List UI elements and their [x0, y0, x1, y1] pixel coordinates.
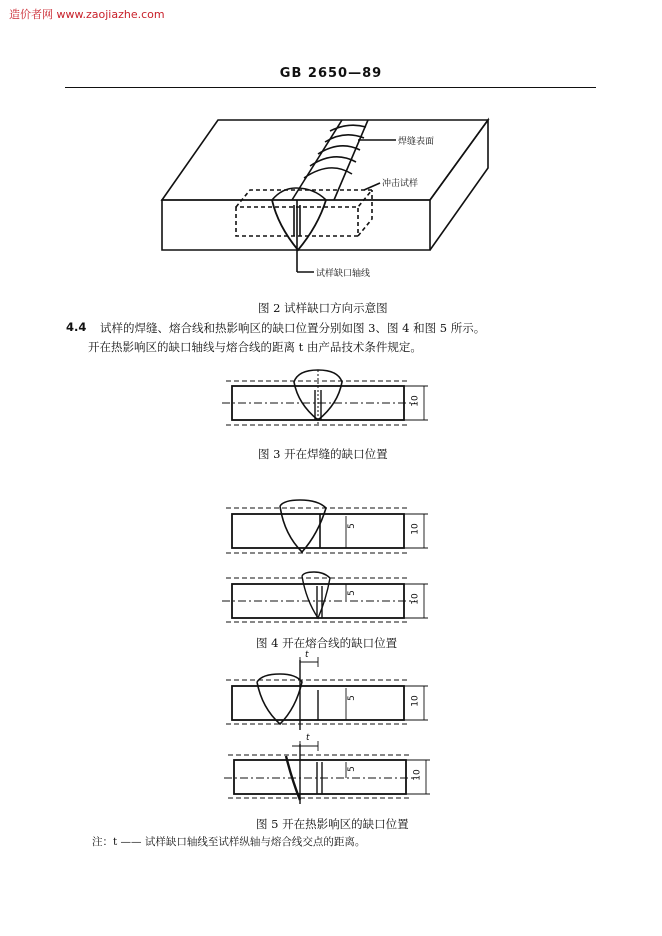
- figure-5b-dim-5: 5: [346, 766, 357, 772]
- figure-5a-dim-t: t: [305, 650, 309, 660]
- figure-4-caption: 图 4 开在熔合线的缺口位置: [256, 636, 398, 650]
- figure-4a-dim-10: 10: [410, 523, 421, 535]
- figure-4b-dim-5: 5: [346, 590, 357, 596]
- label-notch-axis: 试样缺口轴线: [316, 269, 371, 279]
- label-impact-specimen: 冲击试样: [382, 179, 419, 189]
- figure-5a-dim-10: 10: [410, 695, 421, 707]
- figure-5-caption: 图 5 开在热影响区的缺口位置: [256, 817, 409, 831]
- section-4-4-line-2: 开在热影响区的缺口轴线与熔合线的距离 t 由产品技术条件规定。: [88, 340, 422, 354]
- watermark: 造价者网 www.zaojiazhe.com: [9, 8, 165, 21]
- figure-3-dim-10: 10: [410, 395, 421, 407]
- section-number: 4.4: [66, 320, 87, 334]
- figure-5b-dim-10: 10: [412, 769, 423, 781]
- figure-4a-dim-5: 5: [346, 523, 357, 529]
- label-weld-surface: 焊缝表面: [398, 137, 435, 147]
- section-4-4-line-1: 试样的焊缝、熔合线和热影响区的缺口位置分别如图 3、图 4 和图 5 所示。: [100, 321, 486, 335]
- figure-3-caption: 图 3 开在焊缝的缺口位置: [258, 447, 388, 461]
- note: 注：t —— 试样缺口轴线至试样纵轴与熔合线交点的距离。: [92, 836, 366, 848]
- figure-5a-dim-5: 5: [346, 695, 357, 701]
- standard-number: GB 2650—89: [279, 66, 383, 81]
- figure-4b-dim-10: 10: [410, 593, 421, 605]
- figure-5b-dim-t: t: [306, 733, 310, 743]
- figure-2-caption: 图 2 试样缺口方向示意图: [258, 301, 388, 315]
